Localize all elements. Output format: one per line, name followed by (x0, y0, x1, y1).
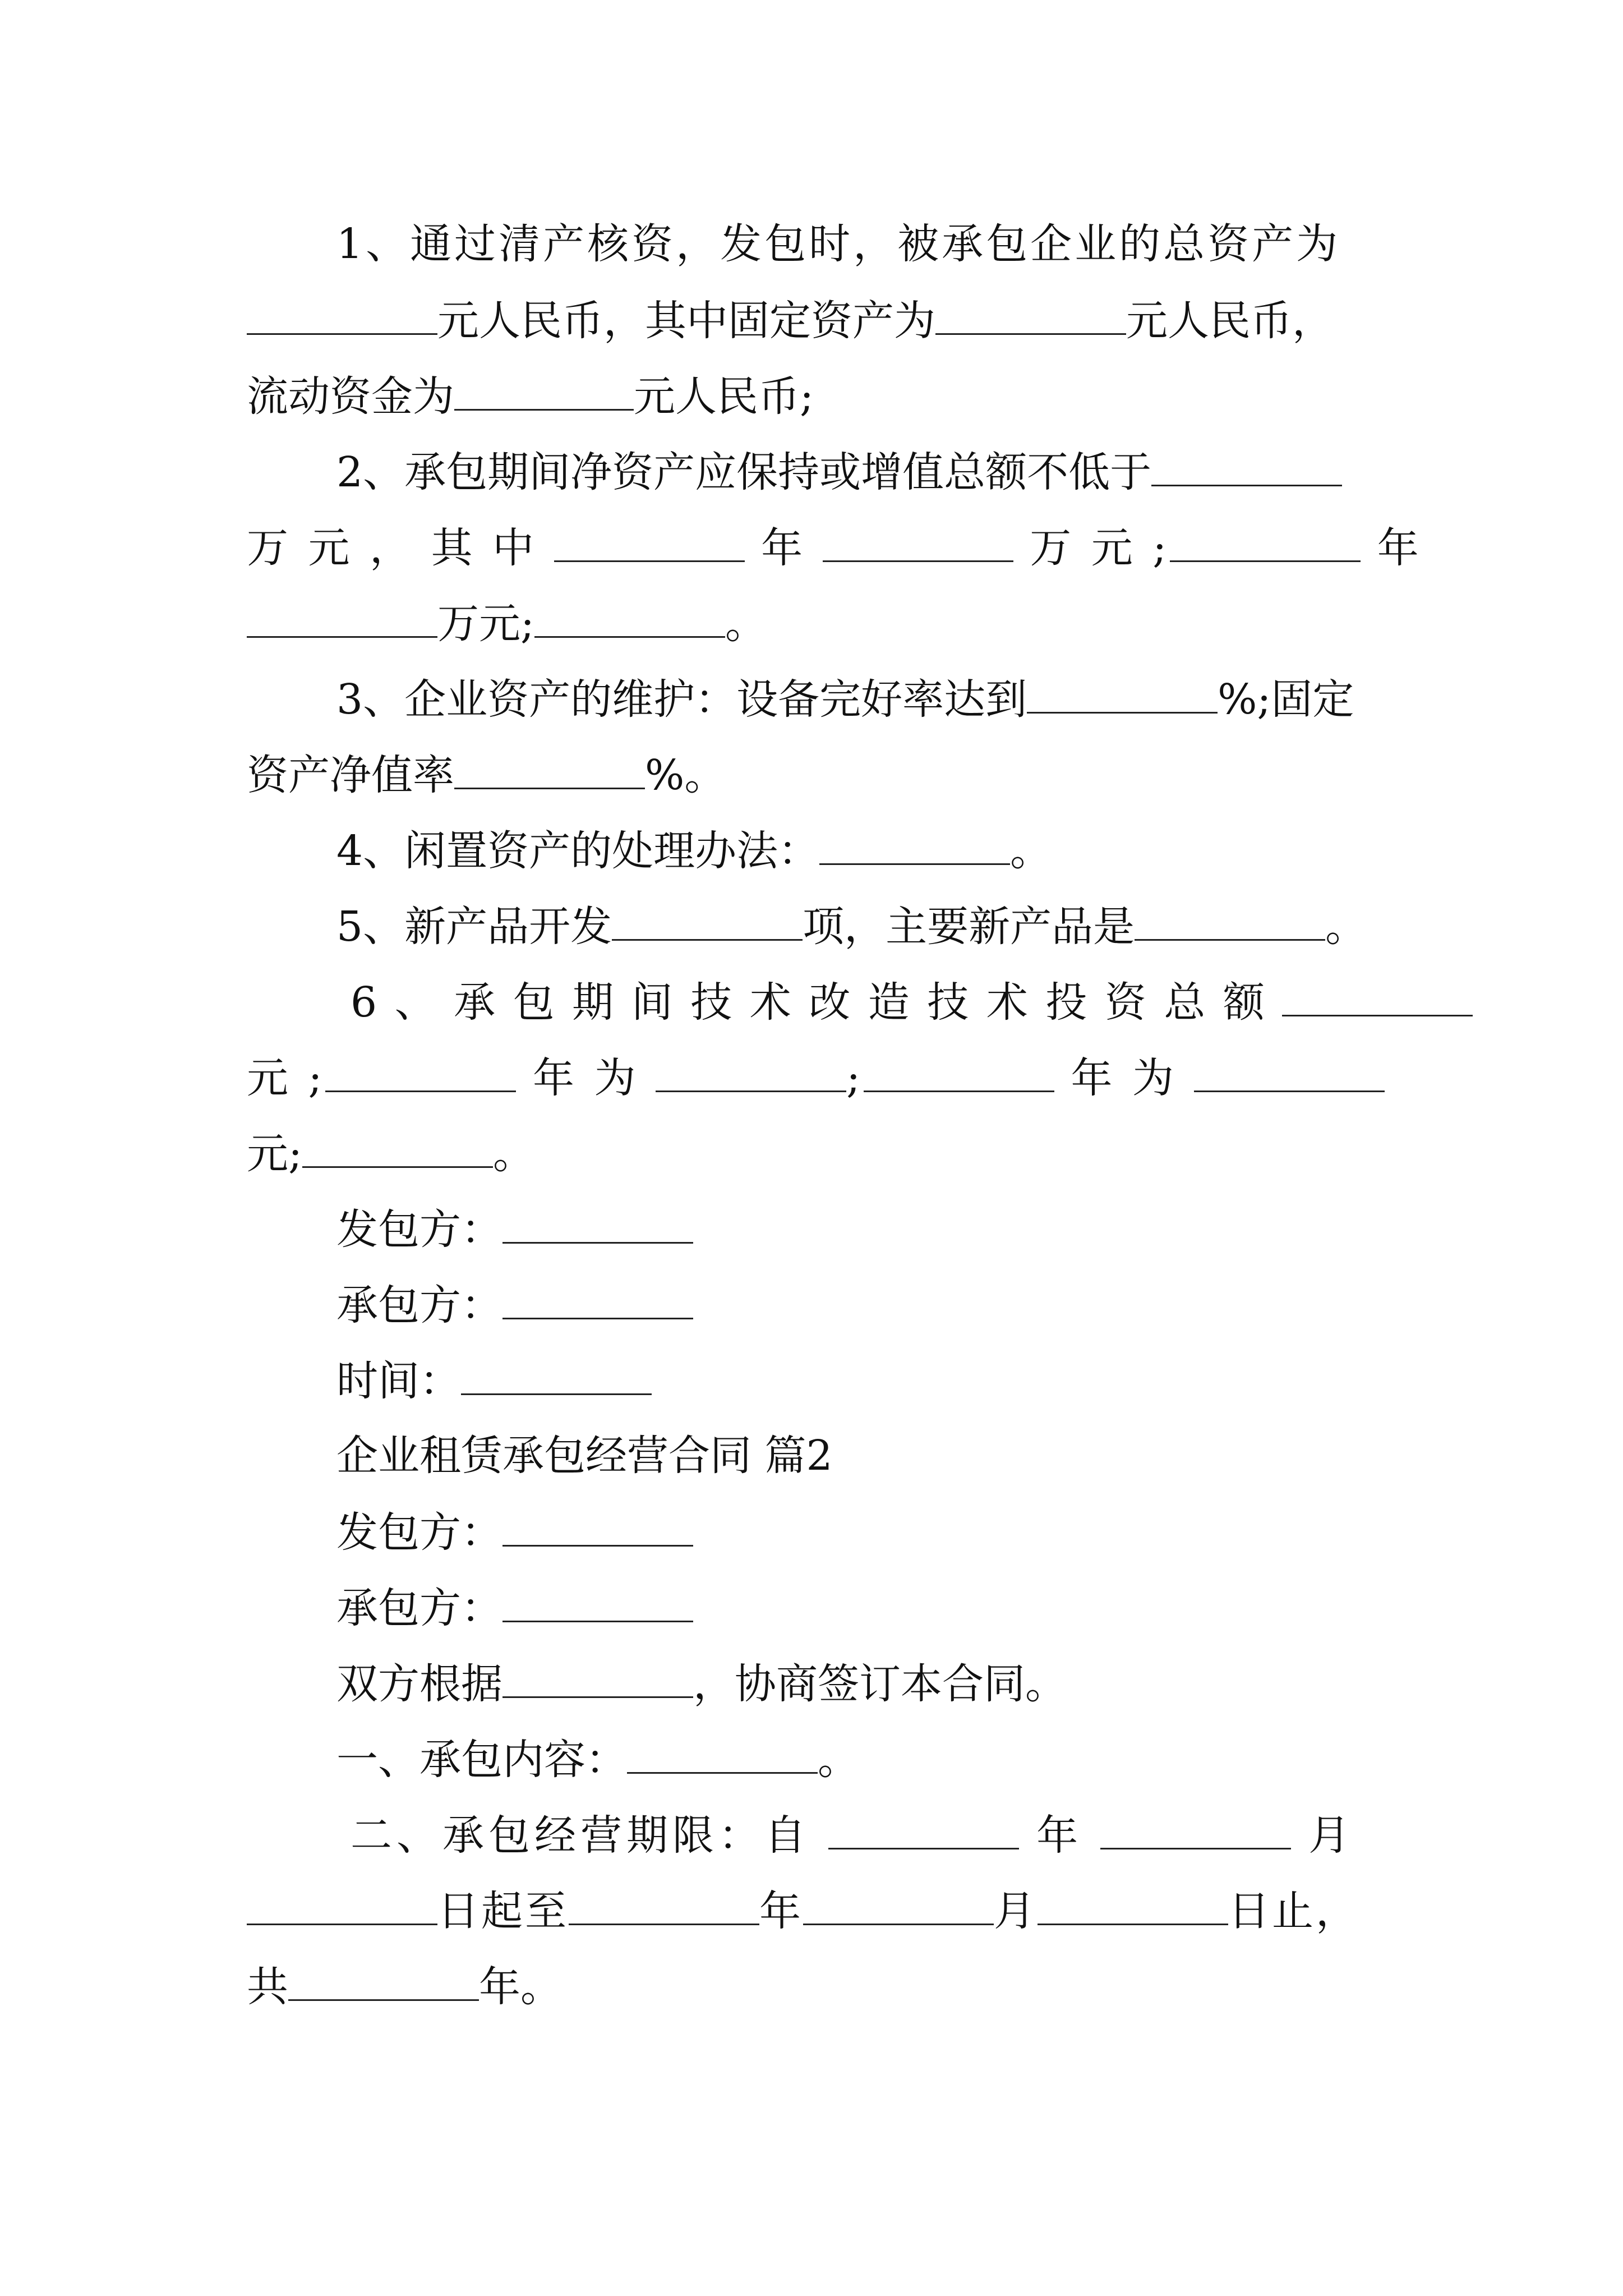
blank-end-month[interactable] (803, 1882, 994, 1925)
blank-start-year[interactable] (828, 1806, 1019, 1849)
blank-amount-2[interactable] (247, 595, 437, 638)
blank-amount-3[interactable] (534, 595, 725, 638)
item-1-line-3: 流动资金为 元人民币; (247, 367, 814, 425)
part2-term-line-3: 共 年。 (247, 1958, 562, 2015)
blank-tech-investment-total[interactable] (1282, 973, 1473, 1016)
item-2-line-2: 万 元 ， 其 中 年 万 元 ; 年 (247, 519, 1422, 576)
signature-issuer: 发包方： (336, 1200, 693, 1258)
item-6-line-2: 元 ; 年 为 ; 年 为 (247, 1049, 1385, 1106)
blank-part2-contractor[interactable] (502, 1579, 693, 1622)
blank-scope[interactable] (627, 1731, 818, 1774)
blank-contractor[interactable] (502, 1276, 693, 1319)
blank-new-product-name[interactable] (1135, 898, 1325, 941)
item-2-line-1: 2、承包期间净资产应保持或增值总额不低于 (336, 443, 1342, 500)
blank-start-month[interactable] (1100, 1806, 1291, 1849)
blank-tech-amount-1[interactable] (656, 1049, 846, 1092)
part2-contractor: 承包方： (336, 1579, 693, 1636)
blank-time[interactable] (461, 1352, 652, 1395)
item-6-line-1: 6 、 承 包 期 间 技 术 改 造 技 术 投 资 总 额 (351, 973, 1473, 1030)
item-1-line-1: 1、通过清产核资，发包时，被承包企业的总资产为 (336, 220, 1341, 268)
item-5-line: 5、新产品开发 项，主要新产品是 。 (336, 898, 1367, 955)
blank-tech-amount-3[interactable] (302, 1125, 493, 1168)
item-3-line-2: 资产净值率 %。 (247, 746, 726, 803)
blank-end-year[interactable] (569, 1882, 759, 1925)
blank-tech-year-1[interactable] (325, 1049, 516, 1092)
blank-equipment-rate[interactable] (1027, 670, 1218, 714)
blank-basis[interactable] (502, 1655, 693, 1698)
part2-scope: 一、承包内容： 。 (336, 1731, 859, 1788)
part2-term-line-1: 二、承包经营期限：自 年 月 (351, 1806, 1354, 1864)
blank-idle-assets[interactable] (819, 822, 1010, 865)
blank-total-assets[interactable] (247, 292, 437, 335)
item-2-line-3: 万元; 。 (247, 595, 767, 652)
blank-tech-year-2[interactable] (864, 1049, 1054, 1092)
blank-term-years[interactable] (288, 1958, 479, 2001)
blank-current-funds[interactable] (454, 367, 634, 411)
blank-part2-issuer[interactable] (502, 1503, 693, 1547)
blank-year-2[interactable] (1170, 519, 1361, 562)
part2-term-line-2: 日起至 年 月 日止， (247, 1882, 1359, 1939)
section-title: 企业租赁承包经营合同 篇2 (336, 1432, 833, 1480)
item-4-line: 4、闲置资产的处理办法： 。 (336, 822, 1052, 879)
part2-issuer: 发包方： (336, 1503, 693, 1561)
blank-issuer[interactable] (502, 1200, 693, 1244)
item-6-line-3: 元; 。 (247, 1125, 534, 1182)
blank-net-value-rate[interactable] (454, 746, 645, 789)
blank-net-asset-min[interactable] (1151, 443, 1342, 486)
signature-contractor: 承包方： (336, 1276, 693, 1333)
blank-end-day[interactable] (1038, 1882, 1228, 1925)
blank-year-1[interactable] (554, 519, 745, 562)
blank-tech-amount-2[interactable] (1194, 1049, 1385, 1092)
item-1-line-2: 元人民币，其中固定资产为 元人民币， (247, 292, 1334, 349)
signature-time: 时间： (336, 1352, 652, 1409)
item-3-line-1: 3、企业资产的维护：设备完好率达到 %;固定 (336, 670, 1354, 728)
blank-new-product-count[interactable] (612, 898, 803, 941)
blank-start-day[interactable] (247, 1882, 437, 1925)
part2-basis: 双方根据 ，协商签订本合同。 (336, 1655, 1067, 1712)
blank-fixed-assets[interactable] (935, 292, 1126, 335)
blank-amount-1[interactable] (823, 519, 1013, 562)
